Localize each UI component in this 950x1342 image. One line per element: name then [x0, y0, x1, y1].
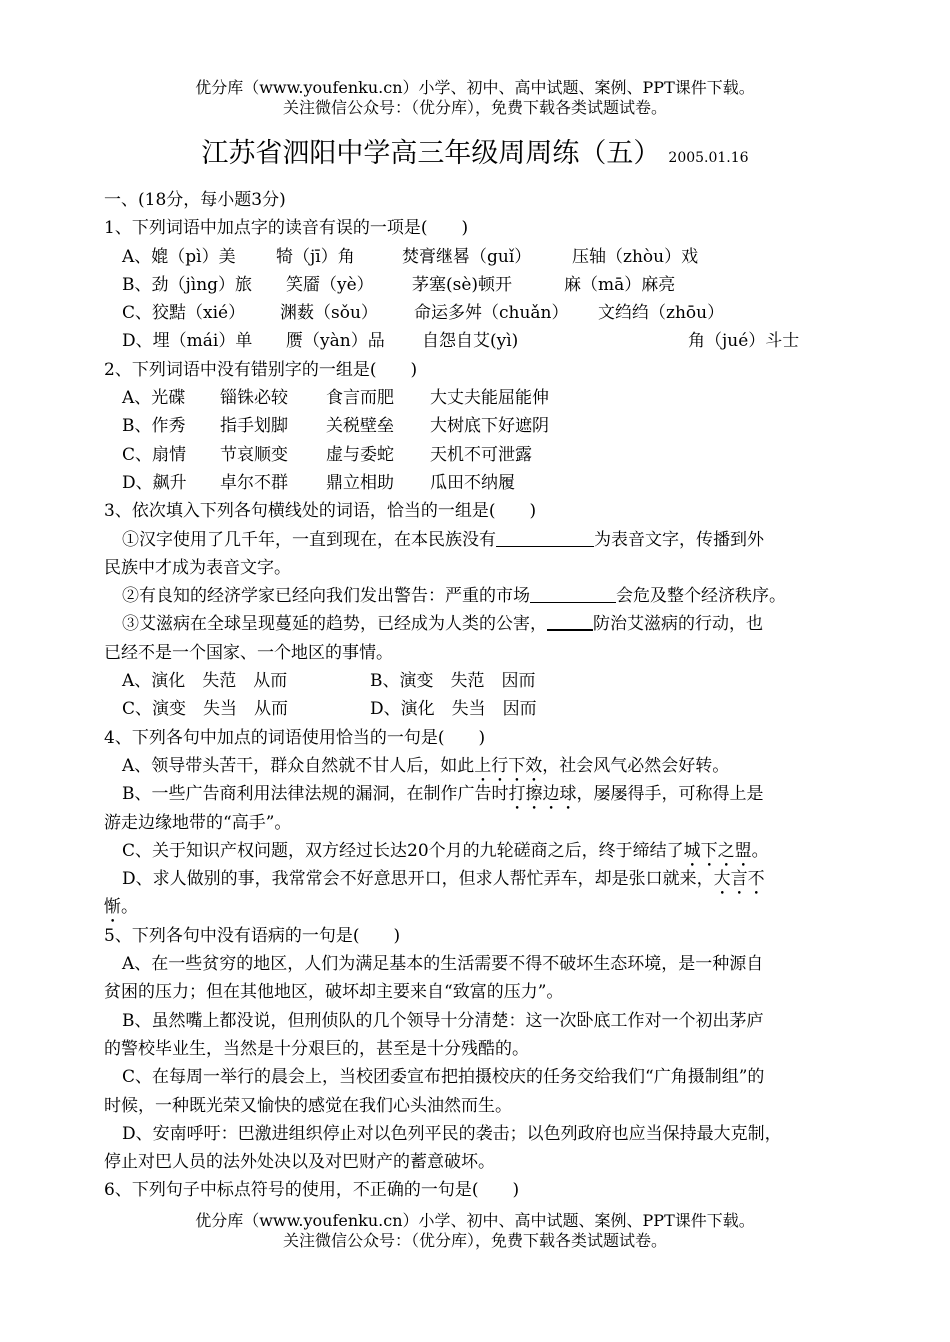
question-2-option-b: [104, 412, 860, 440]
q2-b-4: 大树底下好遮阴: [430, 416, 549, 437]
q2-d-1: D、飙升: [122, 472, 187, 493]
page-footer: [0, 1211, 950, 1251]
question-5-option-a: A、在一些贫穷的地区，人们为满足基本的生活需要不得不破坏生态环境，是一种源自: [122, 954, 764, 975]
q3-option-b: B、演变 失范 因而: [370, 671, 536, 692]
question-3-options-cd: [104, 695, 860, 723]
q1-b-1: B、劲（jìng）旅: [122, 274, 253, 295]
q4-d-text-end: 。: [121, 897, 138, 918]
q4-b-text-end: ，屡屡得手，可称得上是: [576, 784, 764, 805]
q3-blank-1: [496, 530, 594, 547]
q1-c-2: 渊薮（sǒu）: [280, 303, 378, 324]
q3-option-a: A、演化 失范 从而: [122, 671, 288, 692]
q2-c-4: 天机不可泄露: [430, 444, 532, 465]
exam-content: [104, 186, 860, 1205]
q1-a-3: 焚膏继晷（guǐ）: [402, 246, 532, 267]
question-5-option-a-cont: 贫困的压力；但在其他地区，破坏却主要来自“致富的压力”。: [104, 982, 564, 1003]
q4-c-text-end: 。: [751, 840, 769, 861]
q2-b-2: 指手划脚: [220, 416, 288, 437]
q3-s3-part-a: ③艾滋病在全球呈现蔓延的趋势，已经成为人类的公害，: [122, 614, 547, 635]
q4-b-dotted-phrase: 打擦边球: [508, 784, 577, 805]
question-4-stem: 4、下列各句中加点的词语使用恰当的一句是( ): [104, 727, 486, 748]
question-2-option-a: [104, 384, 860, 412]
q2-c-2: 节哀顺变: [220, 444, 288, 465]
q3-blank-3: [547, 613, 593, 631]
q4-c-text: C、关于知识产权问题，双方经过长达20个月的九轮磋商之后，终于缔结了: [122, 840, 684, 861]
q2-a-3: 食言而肥: [326, 388, 394, 409]
q1-c-1: C、狡黠（xié）: [122, 303, 246, 324]
q1-b-2: 笑靥（yè）: [286, 274, 374, 295]
q2-d-3: 鼎立相助: [326, 472, 394, 493]
q1-c-4: 文绉绉（zhōu）: [598, 303, 725, 324]
question-4-option-d: [104, 865, 860, 893]
question-3-sentence-1-cont: 民族中才成为表音文字。: [104, 557, 291, 578]
exam-title: [0, 136, 950, 176]
q4-d-text: D、求人做别的事，我常常会不好意思开口，但求人帮忙弄车，却是张口就来，: [122, 869, 714, 890]
q3-blank-2: [530, 586, 616, 603]
question-2-option-d: [104, 469, 860, 497]
header-line-1: 优分库（www.youfenku.cn）小学、初中、高中试题、案例、PPT课件下载。: [195, 78, 755, 97]
q1-a-1: A、媲（pì）美: [122, 246, 236, 267]
question-5-option-b: B、虽然嘴上都没说，但刑侦队的几个领导十分清楚：这一次卧底工作对一个初出茅庐: [122, 1010, 764, 1031]
q3-s1-part-b: 为表音文字，传播到外: [594, 529, 764, 550]
q1-d-3: 自怨自艾(yì): [422, 331, 519, 352]
q2-d-2: 卓尔不群: [220, 472, 288, 493]
q3-s1-part-a: ①汉字使用了几千年，一直到现在，在本民族没有: [122, 529, 496, 550]
question-3-sentence-2: [104, 582, 860, 610]
question-1-option-b: [104, 271, 860, 299]
question-4-option-b: [104, 780, 860, 808]
question-3-sentence-3: [104, 610, 860, 638]
q1-a-4: 压轴（zhòu）戏: [572, 246, 699, 267]
question-1-option-c: [104, 299, 860, 327]
q2-b-1: B、作秀: [122, 416, 186, 437]
q2-c-1: C、扇情: [122, 444, 187, 465]
q4-a-text-end: ，社会风气必然会好转。: [542, 755, 730, 776]
q2-a-1: A、光碟: [122, 388, 186, 409]
question-1-stem: 1、下列词语中加点字的读音有误的一项是( ): [104, 218, 469, 239]
question-4-option-b-cont: 游走边缘地带的“高手”。: [104, 812, 292, 833]
q4-d-dotted-char: 惭: [104, 897, 121, 918]
q1-c-3: 命运多舛（chuǎn）: [414, 303, 569, 324]
q1-d-2: 赝（yàn）品: [286, 331, 385, 352]
question-1-option-d: [104, 327, 860, 355]
q3-s2-part-b: 会危及整个经济秩序。: [616, 586, 786, 607]
q2-a-2: 锱铢必较: [220, 388, 288, 409]
question-4-option-c: [104, 837, 860, 865]
footer-line-2: 关注微信公众号：（优分库），免费下载各类试题试卷。: [282, 1231, 667, 1250]
q3-s2-part-a: ②有良知的经济学家已经向我们发出警告：严重的市场: [122, 586, 530, 607]
section-heading: 一、(18分，每小题3分): [104, 190, 286, 210]
question-5-option-d: D、安南呼吁：巴激进组织停止对以色列平民的袭击；以色列政府也应当保持最大克制，: [122, 1123, 782, 1144]
question-3-sentence-3-cont: 已经不是一个国家、一个地区的事情。: [104, 642, 393, 663]
q3-option-d: D、演化 失当 因而: [370, 699, 537, 720]
question-5-option-b-cont: 的警校毕业生，当然是十分艰巨的，甚至是十分残酷的。: [104, 1038, 529, 1059]
header-line-2: 关注微信公众号：（优分库），免费下载各类试题试卷。: [282, 98, 667, 117]
q1-d-1: D、埋（mái）单: [122, 331, 253, 352]
q2-d-4: 瓜田不纳履: [430, 472, 515, 493]
question-5-stem: 5、下列各句中没有语病的一句是( ): [104, 925, 401, 946]
q3-option-c: C、演变 失当 从而: [122, 699, 289, 720]
question-5-option-c-cont: 时候，一种既光荣又愉快的感觉在我们心头油然而生。: [104, 1095, 512, 1116]
title-text: 江苏省泗阳中学高三年级周周练（五）: [201, 138, 661, 169]
q4-a-dotted-phrase: 上行下效: [474, 755, 543, 776]
question-3-sentence-1: [104, 526, 860, 554]
question-5-option-c: C、在每周一举行的晨会上，当校团委宣布把拍摄校庆的任务交给我们“广角摄制组”的: [122, 1067, 765, 1088]
question-4-option-d-cont: [104, 893, 860, 921]
q1-b-4: 麻（mā）麻亮: [564, 274, 676, 295]
q4-b-text: B、一些广告商利用法律法规的漏洞，在制作广告时: [122, 784, 509, 805]
q4-c-dotted-phrase: 城下之盟: [683, 840, 752, 861]
q1-b-3: 茅塞(sè)顿开: [412, 274, 513, 295]
page-header: [0, 78, 950, 118]
exam-date: 2005.01.16: [668, 150, 749, 166]
q1-a-2: 犄（jī）角: [276, 246, 355, 267]
question-3-options-ab: [104, 667, 860, 695]
q1-d-4: 角（jué）斗士: [688, 331, 800, 352]
q2-c-3: 虚与委蛇: [326, 444, 394, 465]
question-2-option-c: [104, 441, 860, 469]
question-6-stem: 6、下列句子中标点符号的使用，不正确的一句是( ): [104, 1180, 520, 1201]
q2-a-4: 大丈夫能屈能伸: [430, 388, 549, 409]
footer-line-1: 优分库（www.youfenku.cn）小学、初中、高中试题、案例、PPT课件下载。: [195, 1211, 755, 1230]
question-3-stem: 3、依次填入下列各句横线处的词语，恰当的一组是( ): [104, 501, 537, 522]
q2-b-3: 关税壁垒: [326, 416, 394, 437]
q4-d-dotted-phrase: 大言不: [713, 869, 765, 890]
question-4-option-a: [104, 752, 860, 780]
question-5-option-d-cont: 停止对巴人员的法外处决以及对巴财产的蓄意破坏。: [104, 1152, 495, 1173]
q4-a-text: A、领导带头苦干，群众自然就不甘人后，如此: [122, 755, 475, 776]
question-1-option-a: [104, 243, 860, 271]
q3-s3-part-b: 防治艾滋病的行动，也: [593, 614, 763, 635]
question-2-stem: 2、下列词语中没有错别字的一组是( ): [104, 359, 418, 380]
